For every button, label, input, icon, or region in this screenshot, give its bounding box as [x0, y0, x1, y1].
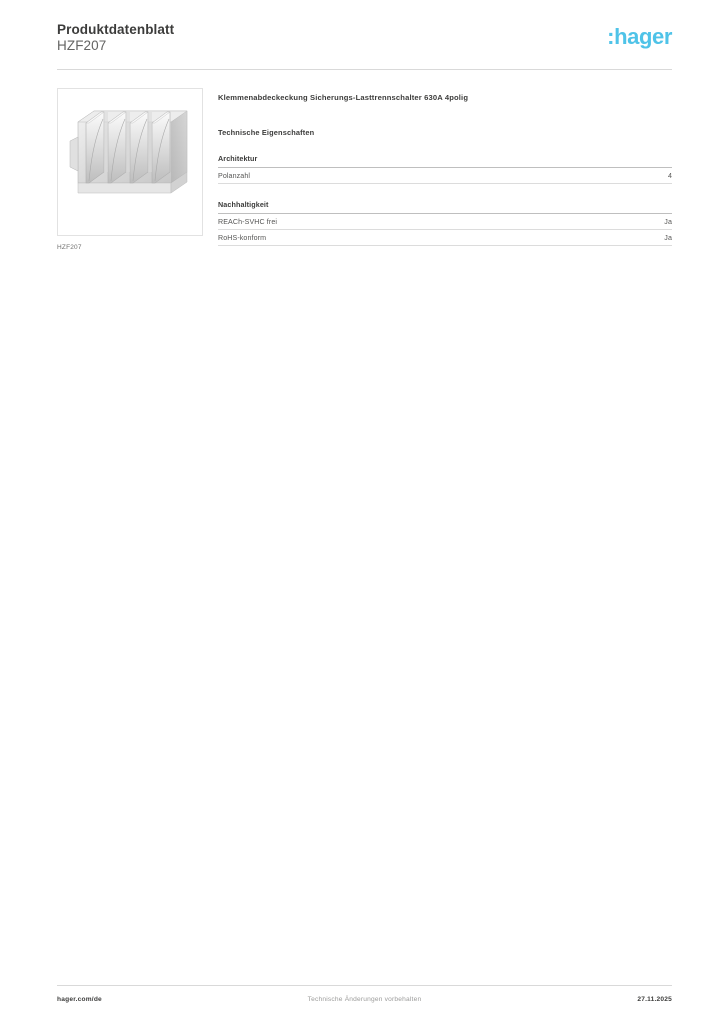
footer-divider [57, 985, 672, 986]
logo-wordmark: hager [614, 24, 672, 49]
logo-colon-icon: : [607, 24, 615, 49]
spec-value: 4 [667, 172, 672, 180]
group-spacer [218, 184, 672, 200]
spec-group-nachhaltigkeit [218, 200, 672, 246]
header-divider [57, 69, 672, 70]
spec-group-architektur [218, 154, 672, 184]
spec-value: Ja [664, 234, 672, 242]
product-details [218, 93, 672, 246]
spec-label: RoHS-konform [218, 234, 267, 242]
page-title: Produktdatenblatt [57, 22, 175, 37]
hager-logo [607, 26, 672, 48]
spec-group-title: Nachhaltigkeit [218, 200, 672, 214]
spec-label: Polanzahl [218, 172, 251, 180]
footer-website-link[interactable]: hager.com/de [57, 996, 102, 1003]
spec-value: Ja [664, 218, 672, 226]
product-photo [58, 89, 203, 236]
spec-group-title: Architektur [218, 154, 672, 168]
footer-date: 27.11.2025 [637, 996, 672, 1003]
spec-row [218, 168, 672, 184]
product-image-caption: HZF207 [57, 244, 82, 251]
product-image-frame [57, 88, 203, 236]
section-title-technical: Technische Eigenschaften [218, 128, 315, 137]
page-header [57, 22, 672, 53]
spec-row [218, 230, 672, 246]
page-subtitle: HZF207 [57, 38, 107, 54]
page-footer [57, 996, 672, 1003]
product-name: Klemmenabdeckeckung Sicherungs-Lasttrennschalter 630A 4polig [218, 93, 469, 102]
spec-label: REACh-SVHC frei [218, 218, 278, 226]
spec-row [218, 214, 672, 230]
title-block [57, 22, 174, 53]
footer-disclaimer: Technische Änderungen vorbehalten [307, 996, 422, 1003]
